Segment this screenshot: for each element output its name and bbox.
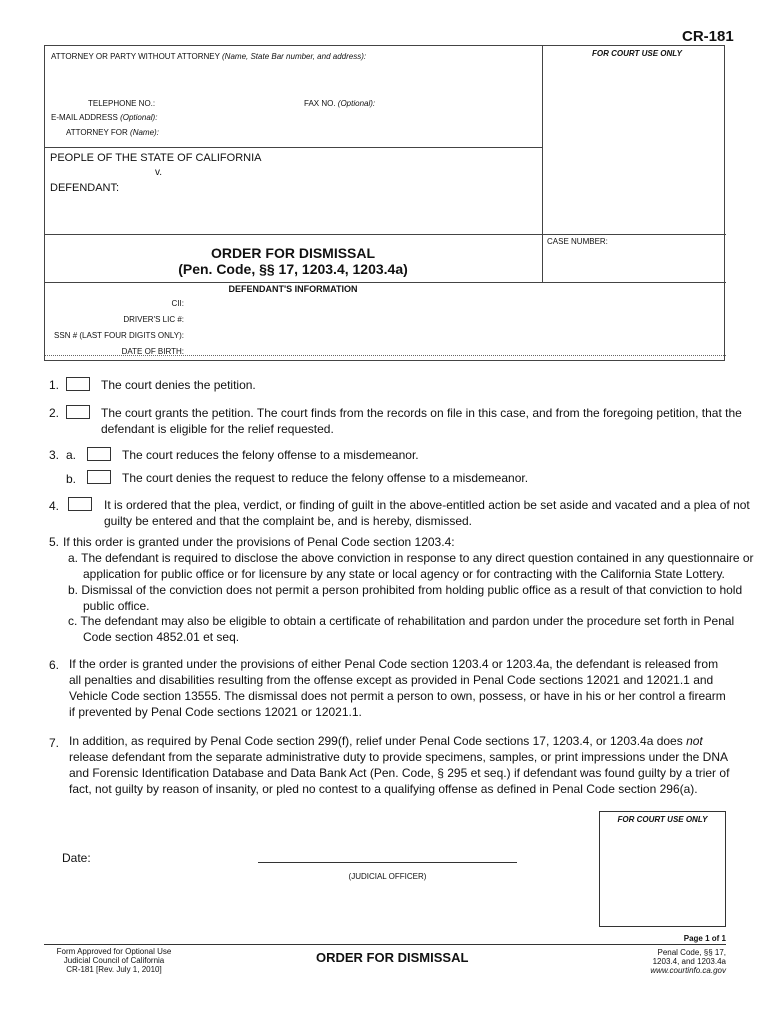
- item-1-checkbox[interactable]: [66, 377, 90, 391]
- attorney-divider: [45, 147, 542, 148]
- item-3a-text: The court reduces the felony offense to a misdemeanor.: [122, 448, 419, 462]
- item-3-number: 3.: [49, 448, 60, 462]
- item-4-checkbox[interactable]: [68, 497, 92, 511]
- item-4-number: 4.: [49, 499, 60, 513]
- date-label: Date:: [62, 851, 91, 865]
- dob-label: DATE OF BIRTH:: [121, 347, 184, 356]
- telephone-label: TELEPHONE NO.:: [88, 99, 156, 108]
- item-2-checkbox[interactable]: [66, 405, 90, 419]
- item-5a-line2: application for public office or for licensure by any state or local agency or for contracting with the California State Lottery.: [83, 567, 725, 581]
- item-6-line3: Vehicle Code section 13555. The dismissal does not permit a person to own, possess, or have in his or her control a firearm: [69, 689, 726, 703]
- case-number-divider: [542, 234, 543, 282]
- item-6-line4: if prevented by Penal Code sections 12021 or 12021.1.: [69, 705, 362, 719]
- item-2-text-line2: defendant is eligible for the relief requested.: [101, 422, 334, 436]
- item-7-line2: release defendant from the separate administrative duty to provide specimens, samples, or print impressions under the DNA: [69, 750, 728, 764]
- judicial-officer-label: (JUDICIAL OFFICER): [348, 872, 427, 881]
- footer-code-1: Penal Code, §§ 17,: [657, 948, 726, 957]
- cii-label: CII:: [171, 299, 184, 308]
- item-3b-checkbox[interactable]: [87, 470, 111, 484]
- footer-rule: [44, 944, 726, 945]
- item-5c-line1: c. The defendant may also be eligible to obtain a certificate of rehabilitation and pardon under the procedure set forth in Penal: [68, 614, 735, 628]
- item-4-text-line1: It is ordered that the plea, verdict, or finding of guilt in the above-entitled action be set aside and vacated and a plea of not: [104, 498, 750, 512]
- item-3a-letter: a.: [66, 448, 77, 462]
- item-5b-line1: b. Dismissal of the conviction does not permit a person prohibited from holding public office as a result of that conviction to hold: [68, 583, 743, 597]
- item-3a-checkbox[interactable]: [87, 447, 111, 461]
- column-divider: [542, 46, 543, 234]
- item-3b-text: The court denies the request to reduce the felony offense to a misdemeanor.: [122, 471, 529, 485]
- item-5a-line1: a. The defendant is required to disclose the above conviction in response to any direct question contained in any questionnaire or: [68, 551, 754, 565]
- drivers-lic-label: DRIVER'S LIC #:: [123, 315, 184, 324]
- item-7-number: 7.: [49, 736, 60, 750]
- item-5-text: If this order is granted under the provisions of Penal Code section 1203.4:: [63, 535, 455, 549]
- item-6-line2: all penalties and disabilities resulting from the offense except as provided in Penal Code sections 12021 and 12021.1 and: [69, 673, 714, 687]
- court-use-box-label: FOR COURT USE ONLY: [617, 815, 708, 824]
- item-6-number: 6.: [49, 658, 60, 672]
- page-number: Page 1 of 1: [683, 934, 726, 943]
- item-5c-line2: Code section 4852.01 et seq.: [83, 630, 240, 644]
- footer-revision: CR-181 [Rev. July 1, 2010]: [66, 965, 162, 974]
- item-7-line3: and Forensic Identification Database and Data Bank Act (Pen. Code, § 295 et seq.) if defendant was found guilty by a trier of: [69, 766, 730, 780]
- attorney-for-label: ATTORNEY FOR (Name):: [66, 128, 159, 137]
- defendant-info-heading: DEFENDANT'S INFORMATION: [228, 284, 358, 294]
- footer-title: ORDER FOR DISMISSAL: [316, 950, 469, 965]
- item-2-text-line1: The court grants the petition. The court finds from the records on file in this case, and from the foregoing petition, that the: [101, 406, 742, 420]
- form-subtitle: (Pen. Code, §§ 17, 1203.4, 1203.4a): [178, 261, 408, 277]
- item-5-number: 5.: [49, 535, 60, 549]
- caption-box: [44, 45, 725, 361]
- defendant-label: DEFENDANT:: [50, 182, 120, 194]
- footer-code-2: 1203.4, and 1203.4a: [652, 957, 726, 966]
- item-7-line1: In addition, as required by Penal Code section 299(f), relief under Penal Code sections 17, 1203.4, or 1203.4a does not: [69, 734, 703, 748]
- footer-website[interactable]: www.courtinfo.ca.gov: [650, 966, 726, 975]
- item-4-text-line2: guilty be entered and that the complaint be, and is hereby, dismissed.: [104, 514, 472, 528]
- ssn-label: SSN # (LAST FOUR DIGITS ONLY):: [54, 331, 184, 340]
- versus: v.: [155, 167, 163, 178]
- footer-council: Judicial Council of California: [63, 956, 165, 965]
- email-label: E-MAIL ADDRESS (Optional):: [51, 113, 158, 122]
- form-title: ORDER FOR DISMISSAL: [210, 245, 376, 261]
- fax-label: FAX NO. (Optional):: [304, 99, 376, 108]
- form-number: CR-181: [682, 28, 734, 45]
- item-1-number: 1.: [49, 378, 60, 392]
- signature-line[interactable]: [258, 862, 517, 863]
- item-3b-letter: b.: [66, 472, 77, 486]
- item-7-line4: fact, not guilty by reason of insanity, or pled no contest to a qualifying offense as defined in Penal Code section 296(a).: [69, 782, 698, 796]
- item-6-line1: If the order is granted under the provisions of either Penal Code section 1203.4 or 1203.4a, the defendant is released from: [69, 657, 719, 671]
- item-2-number: 2.: [49, 406, 60, 420]
- attorney-label: ATTORNEY OR PARTY WITHOUT ATTORNEY (Name, State Bar number, and address):: [51, 52, 367, 61]
- title-top-divider: [45, 234, 726, 235]
- footer-approval: Form Approved for Optional Use: [56, 947, 172, 956]
- court-use-label: FOR COURT USE ONLY: [592, 49, 682, 58]
- case-number-label: CASE NUMBER:: [547, 237, 608, 246]
- court-use-box: [599, 811, 726, 927]
- item-1-text: The court denies the petition.: [101, 378, 256, 392]
- title-bottom-divider: [45, 282, 726, 283]
- plaintiff-name: PEOPLE OF THE STATE OF CALIFORNIA: [50, 152, 262, 164]
- item-5b-line2: public office.: [83, 599, 150, 613]
